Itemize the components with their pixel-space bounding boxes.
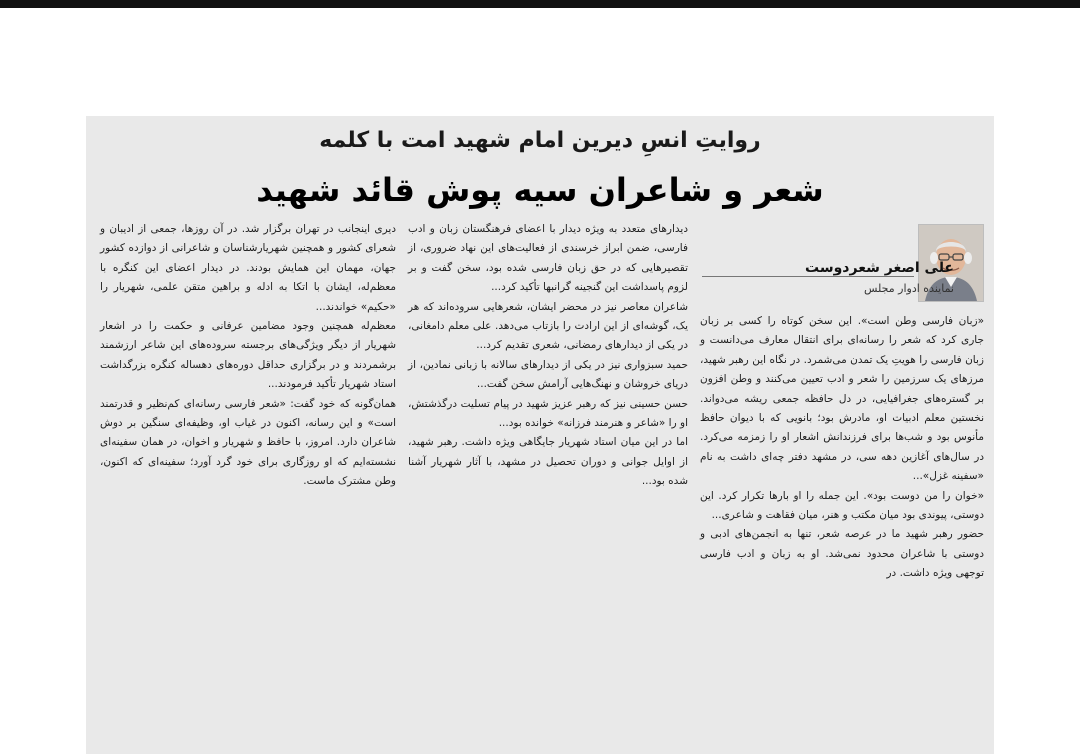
column-paragraph: شاعران معاصر نیز در محضر ایشان، شعرهایی سروده‌اند که هر یک، گوشه‌ای از این ارادت را بازتاب می‌دهد. علی معلم دامغانی، در یکی از دیدارهای رمضانی، شعری تقدیم کرد... <box>408 300 688 352</box>
column-paragraph: حسن حسینی نیز که رهبر عزیز شهید در پیام تسلیت درگذشتش، او را «شاعر و هنرمند فرزانه» خوانده بود... <box>408 397 688 430</box>
article-column-right <box>700 312 984 584</box>
column-paragraph: اما در این میان استاد شهریار جایگاهی ویژه داشت. رهبر شهید، از اوایل جوانی و دوران تحصیل در مشهد، با آثار شهریار آشنا شده بود... <box>408 436 688 488</box>
column-paragraph: «خوان را من دوست بود». این جمله را او بارها تکرار کرد. این دوستی، پیوندی بود میان مکتب و هنر، میان فقاهت و شاعری... <box>700 489 984 522</box>
column-paragraph: دیری اینجانب در تهران برگزار شد. در آن روزها، جمعی از ادیبان و شعرای کشور و همچنین شهریارشناسان و شاعرانی از دوازده کشور جهان، مهمان این همایش بودند. در دیدار اعضای این کنگره با معظم‌له، ایشان با اتکا به ادله و براهین متقن علمی، شهریار را «حکیم» خواندند... <box>100 223 396 313</box>
article-headline: شعر و شاعران سیه پوش قائد شهید <box>256 171 824 209</box>
author-divider <box>702 276 914 277</box>
column-paragraph: دیدارهای متعدد به ویژه دیدار با اعضای فرهنگستان زبان و ادب فارسی، ضمن ابراز خرسندی از فعالیت‌های این نهاد ضروری، از تقصیرهایی که در حق زبان فارسی شده بود، سخن گفت و بر لزوم پاسداشت این گنجینه گرانبها تأکید کرد... <box>408 223 688 294</box>
article-column-left <box>100 220 396 492</box>
column-paragraph: معظم‌له همچنین وجود مضامین عرفانی و حکمت را در اشعار شهریار از دیگر ویژگی‌های برجسته سروده‌های این شاعر ارزشمند برشمردند و در برگزاری حداقل دوره‌های دهساله کنگره بزرگداشت استاد شهریار تأکید فرمودند... <box>100 320 396 391</box>
article-kicker: روایتِ انسِ دیرین امام شهید امت با کلمه <box>319 128 761 153</box>
author-name: علی اصغر شعردوست <box>805 260 954 276</box>
author-role: نماینده ادوار مجلس <box>864 282 954 295</box>
top-border-bar <box>0 0 1080 8</box>
column-paragraph: همان‌گونه که خود گفت: «شعر فارسی رسانه‌ای کم‌نظیر و قدرتمند است» و این رسانه، اکنون در غیاب او، وظیفه‌ای سنگین بر دوش شاعران دارد. امروز، با حافظ و شهریار و اخوان، در همان سفینه‌ای نشسته‌ایم که او روزگاری برای خود گرد آورد؛ سفینه‌ای که اکنون، وطن مشترک ماست. <box>100 397 396 488</box>
column-paragraph: حمید سبزواری نیز در یکی از دیدارهای سالانه با زبانی نمادین، از دریای خروشان و نهنگ‌هایی آرامش سخن گفت... <box>408 358 688 391</box>
column-paragraph: حضور رهبر شهید ما در عرصه شعر، تنها به انجمن‌های ادبی و دوستی با شاعران محدود نمی‌شد. او به زبان و ادب فارسی توجهی ویژه داشت. در <box>700 528 984 580</box>
article-column-middle <box>408 220 688 492</box>
article-sheet <box>86 116 994 754</box>
column-paragraph: «زبان فارسی وطن است». این سخن کوتاه را کسی بر زبان جاری کرد که شعر را رسانه‌ای برای انتقال معارف می‌دانست و زبان فارسی را هویتِ یک تمدن می‌شمرد. در نگاه این رهبر شهید، مرزهای یک سرزمین را شعر و ادب تعیین می‌کنند و وطن افزون بر گستره‌های جغرافیایی، در دل حافظه جمعی ریشه می‌دواند. نخستین معلم ادبیات او، مادرش بود؛ بانویی که با دیوان حافظ مأنوس بود و شب‌ها برای فرزندانش اشعار او را زمزمه می‌کرد. در سال‌های آغازین دهه سی، در مشهد دفتر چه‌ای داشت به نام «سفینه غزل»... <box>700 315 984 483</box>
